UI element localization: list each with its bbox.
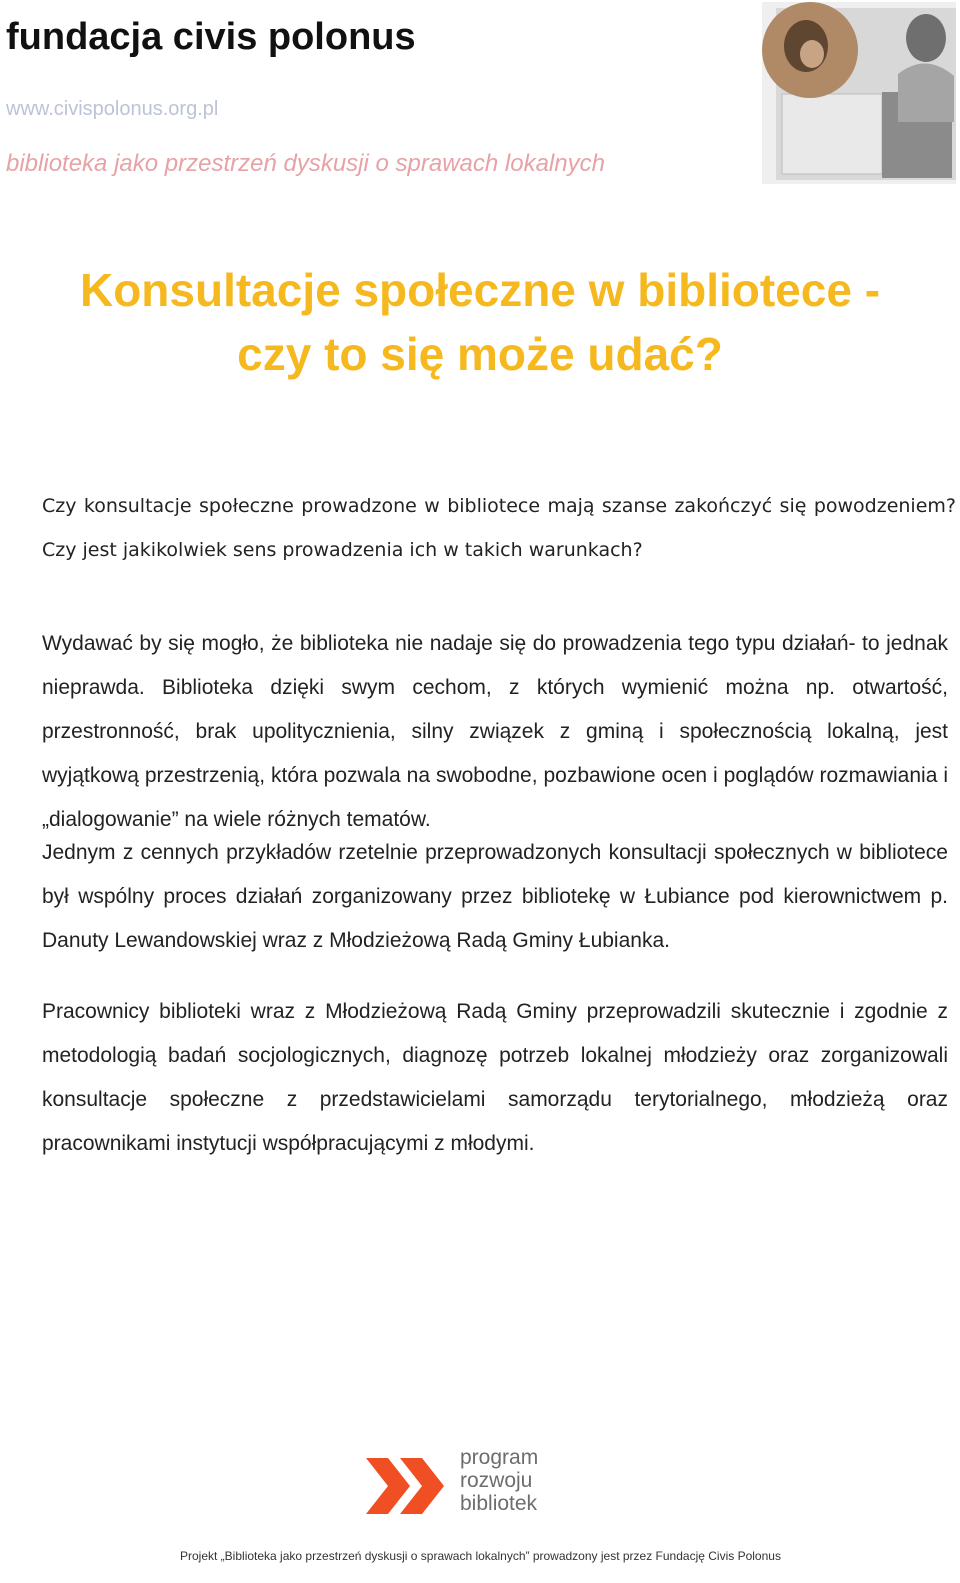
logo-wordmark xyxy=(460,1446,538,1515)
org-name: fundacja civis polonus xyxy=(6,16,416,58)
logo-line-2: rozwoju xyxy=(460,1469,533,1492)
paragraph-2: Wydawać by się mogło, że biblioteka nie nadaje się do prowadzenia tego typu działań- to jednak nieprawda. Biblioteka dzięki swym cechom, z których wymienić można np. otwartość, przestronność, brak upolitycznienia, silny związek z gminą i społecznością lokalną, jest wyjątkową przestrzenią, która pozwala na swobodne, pozbawione ocen i poglądów rozmawiania i „dialogowanie” na wiele różnych tematów. xyxy=(42,632,948,831)
logo-line-3: bibliotek xyxy=(460,1492,538,1515)
footer-note: Projekt „Biblioteka jako przestrzeń dyskusji o sprawach lokalnych” prowadzony jest przez Fundację Civis Polonus xyxy=(180,1549,781,1563)
document-title xyxy=(0,258,960,386)
paragraph-3: Jednym z cennych przykładów rzetelnie przeprowadzonych konsultacji społecznych w bibliotece był wspólny proces działań zorganizowany przez bibliotekę w Łubiance pod kierownictwem p. Danuty Lewandowskiej wraz z Młodzieżową Radą Gminy Łubianka. xyxy=(42,841,948,952)
title-line-2: czy to się może udać? xyxy=(237,328,723,380)
tagline: biblioteka jako przestrzeń dyskusji o sprawach lokalnych xyxy=(6,150,605,177)
paragraph-4: Pracownicy biblioteki wraz z Młodzieżową Radą Gminy przeprowadzili skutecznie i zgodnie z metodologią badań socjologicznych, diagnozę potrzeb lokalnej młodzieży oraz zorganizowali konsultacje społeczne z przedstawicielami samorządu terytorialnego, młodzieżą oraz pracownikami instytucji współpracującymi z młodymi. xyxy=(42,1000,948,1155)
paragraph-1: Czy konsultacje społeczne prowadzone w bibliotece mają szanse zakończyć się powodzeniem? Czy jest jakikolwiek sens prowadzenia ich w takich warunkach? xyxy=(42,495,956,561)
logo-line-1: program xyxy=(460,1446,539,1469)
header-photo xyxy=(762,2,956,184)
website-url[interactable]: www.civispolonus.org.pl xyxy=(6,98,219,120)
title-line-1: Konsultacje społeczne w bibliotece - xyxy=(79,264,881,316)
